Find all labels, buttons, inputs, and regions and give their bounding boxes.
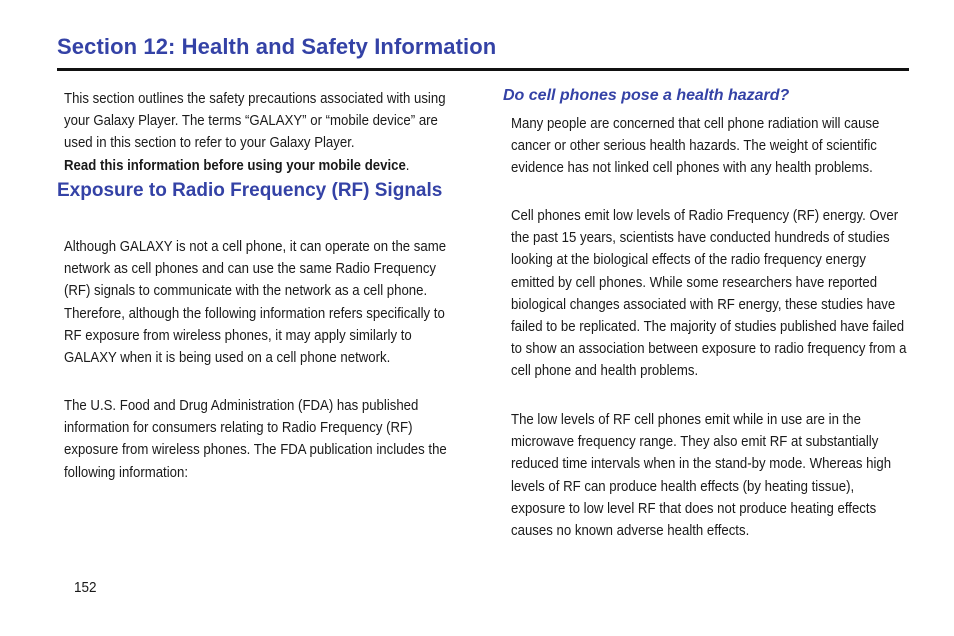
- intro-bold-note: Read this information before using your mobile device: [64, 156, 406, 174]
- rf-paragraph-1: Although GALAXY is not a cell phone, it can operate on the same network as cell phones and can use the same Radio Frequency (RF) signals to communicate with the network as a cell phone. Therefore, although the following information refers specifically to RF exposure from wireless phones, it may apply similarly to GALAXY when it is being used on a cell phone network.: [64, 238, 447, 367]
- health-hazard-heading: Do cell phones pose a health hazard?: [503, 87, 790, 104]
- page-title: Section 12: Health and Safety Information: [57, 34, 497, 59]
- intro-text: This section outlines the safety precautions associated with using your Galaxy Player. The terms “GALAXY” or “mobile device” are used in this section to refer to your Galaxy Player.: [64, 90, 446, 152]
- hazard-paragraph-2: Cell phones emit low levels of Radio Frequency (RF) energy. Over the past 15 years, scientists have conducted hundreds of studies looking at the biological effects of the radio frequency energy emitted by cell phones. While some researchers have reported biological changes associated with RF energy, these studies have failed to be replicated. The majority of studies published have failed to show an association between exposure to radio frequency from a cell phone and health problems.: [511, 207, 907, 380]
- intro-tail: .: [405, 156, 410, 174]
- rf-exposure-heading: Exposure to Radio Frequency (RF) Signals: [57, 180, 443, 201]
- intro-paragraph: [64, 88, 464, 177]
- page-number: 152: [74, 579, 97, 596]
- rf-paragraph-2: The U.S. Food and Drug Administration (FDA) has published information for consumers relating to Radio Frequency (RF) exposure from wireless phones. The FDA publication includes the following information:: [64, 397, 447, 481]
- hazard-paragraph-3: The low levels of RF cell phones emit while in use are in the microwave frequency range. They also emit RF at substantially reduced time intervals when in the stand-by mode. Whereas high levels of RF can produce health effects (by heating tissue), exposure to low level RF that does not produce heating effects causes no known adverse health effects.: [511, 411, 892, 540]
- hazard-paragraph-1: Many people are concerned that cell phone radiation will cause cancer or other serious health hazards. The weight of scientific evidence has not linked cell phones with any health problems.: [511, 115, 880, 177]
- title-divider: [57, 68, 909, 71]
